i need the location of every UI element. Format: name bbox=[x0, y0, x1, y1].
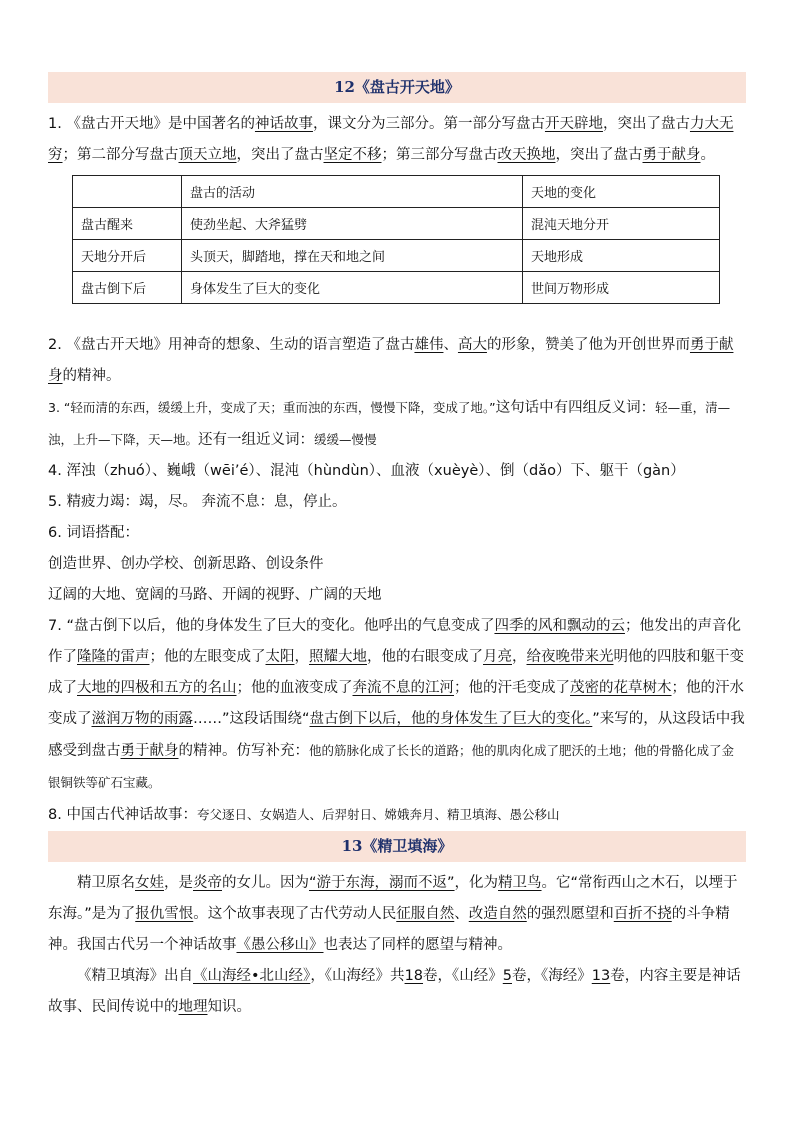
paragraph-2 bbox=[48, 330, 746, 392]
table-cell: 世间万物形成 bbox=[523, 272, 720, 304]
paragraph-1 bbox=[48, 109, 746, 171]
text: ；他的汗毛变成了 bbox=[454, 680, 570, 696]
underlined-answer: “游于东海，溺而不返” bbox=[309, 875, 455, 891]
table-cell: 天地形成 bbox=[523, 240, 720, 272]
text: ；第三部分写盘古 bbox=[381, 147, 498, 163]
underlined-answer: 改天换地 bbox=[497, 147, 556, 163]
myth-list: 夸父逐日、女娲造人、后羿射日、嫦娥奔月、精卫填海、愚公移山 bbox=[196, 807, 560, 822]
table-cell: 盘古醒来 bbox=[73, 208, 182, 240]
text: ；他的汗水变成了 bbox=[48, 680, 744, 727]
text: 2. 《盘古开天地》用神奇的想象、生动的语言塑造了盘古 bbox=[48, 337, 415, 353]
text: ，课文分为三部分。第一部分写盘古 bbox=[312, 116, 545, 132]
text: ，他的右眼变成了 bbox=[367, 649, 483, 665]
underlined-answer: 力大无穷 bbox=[48, 116, 734, 163]
paragraph-13-1 bbox=[48, 868, 746, 961]
underlined-answer: 13 bbox=[591, 968, 611, 984]
text: 的女儿。因为 bbox=[222, 875, 309, 891]
document-page bbox=[48, 72, 746, 1023]
underlined-answer: 精卫鸟 bbox=[498, 875, 542, 891]
underlined-answer: 勇于献身 bbox=[48, 337, 734, 384]
text: ；他的左眼变成了 bbox=[149, 649, 266, 665]
text: ；第二部分写盘古 bbox=[62, 147, 179, 163]
section-title-13: 13《精卫填海》 bbox=[48, 831, 746, 862]
text: 明他的四肢和躯干变成了 bbox=[48, 649, 744, 696]
underlined-answer: 勇于献身 bbox=[120, 743, 179, 759]
text: 知识。 bbox=[207, 999, 251, 1015]
text: 8. 中国古代神话故事： bbox=[48, 807, 197, 823]
table-cell: 混沌天地分开 bbox=[523, 208, 720, 240]
table-row bbox=[73, 240, 720, 272]
section-title-12: 12《盘古开天地》 bbox=[48, 72, 746, 103]
table-row bbox=[73, 272, 720, 304]
text: ，《山海经》共 bbox=[310, 968, 405, 984]
imitation-writing: 他的筋脉化成了长长的道路；他的肌肉化成了肥沃的土地；他的骨骼化成了金银铜铁等矿石宝藏。 bbox=[48, 743, 735, 790]
text: 卷，《山经》 bbox=[423, 968, 503, 984]
paragraph-7 bbox=[48, 611, 746, 799]
underlined-answer: 女娃 bbox=[135, 875, 164, 891]
table-cell: 身体发生了巨大的变化 bbox=[182, 272, 523, 304]
text: ，是 bbox=[164, 875, 193, 891]
table-cell: 天地分开后 bbox=[73, 240, 182, 272]
text: ， bbox=[294, 649, 309, 665]
text: 的斗争精神。我国古代另一个神话故事 bbox=[48, 906, 730, 953]
paragraph-5: 5. 精疲力竭：竭，尽。 奔流不息：息，停止。 bbox=[48, 494, 347, 510]
underlined-answer: 神话故事 bbox=[254, 116, 313, 132]
underlined-answer: 月亮 bbox=[483, 649, 512, 665]
table-cell: 使劲坐起、大斧猛劈 bbox=[182, 208, 523, 240]
underlined-answer: 雄伟 bbox=[414, 337, 444, 353]
paragraph-6-heading: 6. 词语搭配： bbox=[48, 525, 139, 541]
text: 的精神。 bbox=[62, 368, 121, 384]
text: ，突出了盘古 bbox=[602, 116, 690, 132]
text: ，突出了盘古 bbox=[555, 147, 643, 163]
table-cell: 头顶天，脚踏地，撑在天和地之间 bbox=[182, 240, 523, 272]
text: 。它“常衔西山之木石，以堙于东海。”是为了 bbox=[48, 875, 738, 922]
quote-text: 3. “轻而清的东西，缓缓上升，变成了天；重而浊的东西，慢慢下降，变成了地。” bbox=[48, 400, 496, 415]
word-pairing-line-1: 创造世界、创办学校、创新思路、创设条件 bbox=[48, 556, 324, 572]
text: ， bbox=[512, 649, 527, 665]
underlined-answer: 隆隆的雷声 bbox=[77, 649, 150, 665]
text: ”来写的，从这段话中我感受到盘古 bbox=[48, 711, 745, 759]
paragraph-4: 4. 浑浊（zhuó）、巍峨（wēi’é）、混沌（hùndùn）、血液（xuèyè）、倒（dǎo）下、躯干（gàn） bbox=[48, 463, 685, 479]
paragraph-13-2 bbox=[48, 961, 746, 1023]
text: 《精卫填海》出自 bbox=[77, 968, 193, 984]
underlined-answer: 18 bbox=[404, 968, 424, 984]
text: 。这个故事表现了古代劳动人民 bbox=[193, 906, 397, 922]
paragraph-3 bbox=[48, 392, 746, 456]
text: 这句话中有四组反义词： bbox=[495, 400, 656, 416]
underlined-answer: 地理 bbox=[178, 999, 208, 1015]
text: 。 bbox=[700, 147, 715, 163]
text: ；他的血液变成了 bbox=[236, 680, 353, 696]
underlined-answer: 《山海经•北山经》 bbox=[193, 968, 311, 984]
word-pairing-line-2: 辽阔的大地、宽阔的马路、开阔的视野、广阔的天地 bbox=[48, 587, 382, 603]
underlined-answer: 照耀大地 bbox=[309, 649, 367, 665]
table-cell bbox=[73, 176, 182, 208]
synonym-pair: 缓缓—慢慢 bbox=[314, 432, 377, 447]
text: 精卫原名 bbox=[77, 875, 135, 891]
underlined-answer: 奔流不息的江河 bbox=[352, 680, 454, 696]
text: 的精神。仿写补充： bbox=[178, 743, 309, 759]
underlined-answer: 盘古倒下以后，他的身体发生了巨大的变化。 bbox=[309, 711, 593, 727]
underlined-answer: 太阳 bbox=[265, 649, 295, 665]
underlined-answer: 改造自然 bbox=[468, 906, 527, 922]
text: 、 bbox=[443, 337, 458, 353]
underlined-answer: 百折不挠 bbox=[613, 906, 672, 922]
paragraph-8 bbox=[48, 799, 746, 831]
antonym-pairs: 轻—重，清—浊，上升—下降，天—地。 bbox=[48, 400, 731, 447]
text: ，化为 bbox=[454, 875, 499, 891]
table-cell: 盘古倒下后 bbox=[73, 272, 182, 304]
underlined-answer: 炎帝 bbox=[193, 875, 222, 891]
underlined-answer: 5 bbox=[502, 968, 512, 984]
text: ……”这段话围绕“ bbox=[193, 711, 310, 727]
table-cell: 天地的变化 bbox=[523, 176, 720, 208]
underlined-answer: 大地的四极和五方的名山 bbox=[77, 680, 237, 696]
underlined-answer: 顶天立地 bbox=[178, 147, 237, 163]
underlined-answer: 《愚公移山》 bbox=[236, 937, 324, 953]
activity-table bbox=[72, 175, 720, 304]
text: 、 bbox=[454, 906, 469, 922]
text: 卷，内容主要是神话故事、民间传说中的 bbox=[48, 968, 741, 1015]
text: ，突出了盘古 bbox=[236, 147, 324, 163]
text: 的形象，赞美了他为开创世界而 bbox=[486, 337, 690, 353]
underlined-answer: 开天辟地 bbox=[544, 116, 603, 132]
table-header-row bbox=[73, 176, 720, 208]
text: 还有一组近义词： bbox=[198, 432, 315, 448]
table-row bbox=[73, 208, 720, 240]
underlined-answer: 报仇雪恨 bbox=[135, 906, 194, 922]
text: 的强烈愿望和 bbox=[526, 906, 614, 922]
text: 1. 《盘古开天地》是中国著名的 bbox=[48, 116, 255, 132]
text: 也表达了同样的愿望与精神。 bbox=[323, 937, 512, 953]
underlined-answer: 高大 bbox=[457, 337, 487, 353]
underlined-answer: 四季的风和飘动的云 bbox=[494, 618, 625, 634]
underlined-answer: 茂密的花草树木 bbox=[570, 680, 672, 696]
text: 卷，《海经》 bbox=[512, 968, 592, 984]
underlined-answer: 坚定不移 bbox=[323, 147, 382, 163]
underlined-answer: 征服自然 bbox=[396, 906, 455, 922]
text: 7. “盘古倒下以后，他的身体发生了巨大的变化。他呼出的气息变成了 bbox=[48, 618, 495, 634]
underlined-answer: 勇于献身 bbox=[642, 147, 701, 163]
text: ；他发出的声音化作了 bbox=[48, 618, 741, 665]
underlined-answer: 滋润万物的雨露 bbox=[91, 711, 193, 727]
underlined-answer: 给夜晚带来光 bbox=[526, 649, 614, 665]
table-cell: 盘古的活动 bbox=[182, 176, 523, 208]
